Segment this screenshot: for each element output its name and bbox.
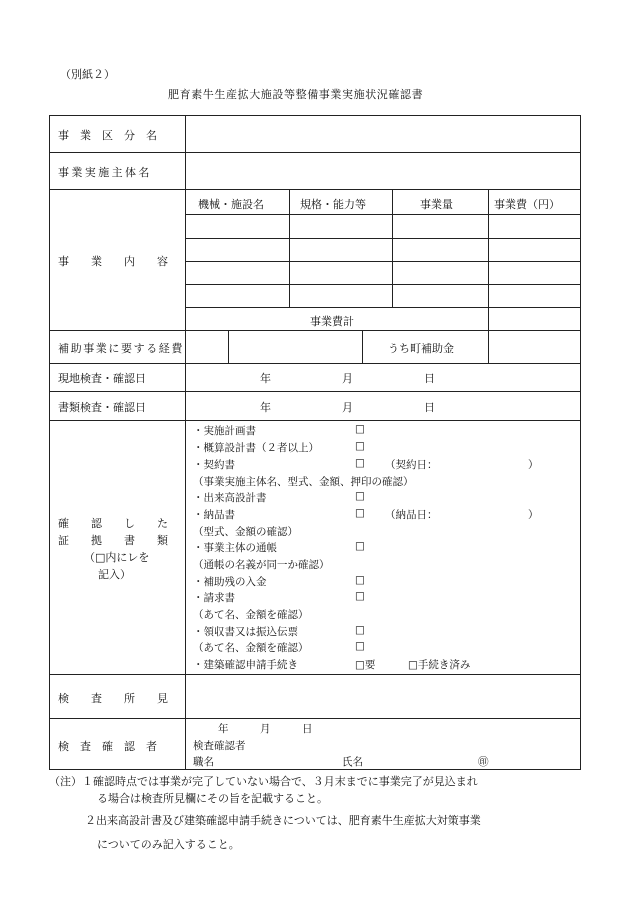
close-paren: ） [528,509,539,521]
building-required-checkbox[interactable]: □要 [355,659,376,671]
subsidy-divider [488,330,489,363]
evidence-label-2: 証 拠 書 類 [58,534,168,547]
project-cost-total-label: 事業費計 [310,315,354,328]
row-line [49,674,581,675]
doc-date-month: 月 [342,401,353,414]
header-volume: 事業量 [420,198,453,211]
appendix-label: （別紙２） [60,68,115,81]
subsidy-divider [362,330,363,363]
checkbox[interactable]: □ [355,457,365,469]
note-2: ２出来高設計書及び建築確認申請手続きについては、肥育素牛生産拡大対策事業 [85,814,481,827]
evidence-label-4: 記入） [98,568,131,581]
content-grid-line [185,214,581,215]
page-title: 肥育素牛生産拡大施設等整備事業実施状況確認書 [168,88,424,101]
checkbox[interactable]: □ [355,590,365,602]
building-done-checkbox[interactable]: □手続き済み [408,659,471,671]
note-1-cont: る場合は検査所見欄にその旨を記載すること。 [97,792,328,805]
checkbox[interactable]: □ [355,540,365,552]
evidence-label-3: （□内にレを [84,551,150,564]
site-date-year: 年 [260,372,271,385]
evidence-item: ・出来高設計書 [193,492,267,504]
checkbox[interactable]: □ [355,507,365,519]
checkbox[interactable]: □ [355,490,365,502]
row-line [49,391,581,392]
header-cost: 事業費（円） [494,198,560,211]
evidence-item: ・請求書 [193,592,235,604]
inspector-position: 職名 [193,756,214,768]
project-content-label: 事 業 内 容 [58,255,168,268]
content-grid-line [185,307,581,308]
subsidy-expense-label: 補助事業に要する経費 [58,342,184,355]
evidence-note: （あて名、金額を確認） [193,642,309,654]
project-category-label: 事 業 区 分 名 [58,129,157,142]
evidence-item: ・概算設計書（２者以上） [193,442,319,454]
evidence-item: ・契約書 [193,459,235,471]
row-line [49,189,581,190]
evidence-note: （通帳の名義が同一か確認） [193,559,330,571]
document-inspection-label: 書類検査・確認日 [58,401,146,414]
site-inspection-label: 現地検査・確認日 [58,372,146,385]
evidence-item: ・建築確認申請手続き [193,659,298,671]
row-line [49,363,581,364]
checkbox[interactable]: □ [355,574,365,586]
checkbox[interactable]: □ [355,624,365,636]
content-grid-line [185,261,581,262]
row-line [49,718,581,719]
content-grid-col [488,189,489,330]
inspector-title: 検査確認者 [193,740,246,752]
close-paren: ） [528,459,539,471]
row-line [49,420,581,421]
contract-date-label: （契約日： [385,459,438,471]
evidence-item: ・納品書 [193,509,235,521]
evidence-note: （あて名、金額を確認） [193,609,309,621]
evidence-item: ・補助残の入金 [193,576,267,588]
doc-date-year: 年 [260,401,271,414]
checkbox[interactable]: □ [355,440,365,452]
inspector-name: 氏名 [342,756,363,768]
inspection-findings-label: 検 査 所 見 [58,692,168,705]
evidence-item: ・領収書又は振込伝票 [193,626,298,638]
content-grid-line [185,238,581,239]
inspector-day: 日 [302,723,313,735]
note-1: （注）１確認時点では事業が完了していない場合で、３月末までに事業完了が見込まれ [49,775,478,788]
site-date-day: 日 [424,372,435,385]
evidence-item: ・事業主体の通帳 [193,542,277,554]
header-facility-name: 機械・施設名 [198,198,264,211]
row-line [49,330,581,331]
delivery-date-label: （納品日： [385,509,438,521]
content-grid-line [185,284,581,285]
row-line [49,152,581,153]
town-subsidy-label: うち町補助金 [388,342,454,355]
site-date-month: 月 [342,372,353,385]
checkbox[interactable]: □ [355,640,365,652]
inspector-year: 年 [218,723,229,735]
doc-date-day: 日 [424,401,435,414]
evidence-item: ・実施計画書 [193,425,256,437]
evidence-note: （事業実施主体名、型式、金額、押印の確認） [193,476,414,488]
header-spec: 規格・能力等 [300,198,366,211]
inspector-label: 検 査 確 認 者 [58,740,157,753]
content-grid-col [289,189,290,307]
evidence-note: （型式、金額の確認） [193,526,298,538]
seal-mark: ㊞ [478,756,489,768]
checkbox[interactable]: □ [355,423,365,435]
subsidy-divider [228,330,229,363]
inspector-month: 月 [260,723,271,735]
content-grid-col [392,189,393,307]
implementer-name-label: 事業実施主体名 [58,166,152,179]
note-2-cont: についてのみ記入すること。 [97,838,240,851]
evidence-label-1: 確 認 し た [58,517,168,530]
